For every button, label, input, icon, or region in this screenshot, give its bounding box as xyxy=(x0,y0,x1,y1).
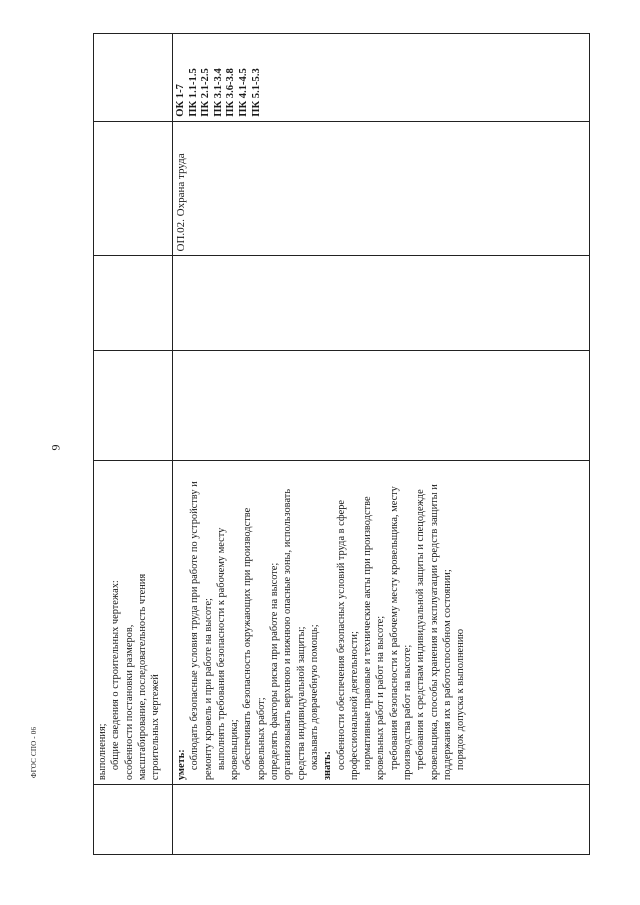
table-cell-hours-max xyxy=(173,350,589,460)
skill-item: организовывать верхнюю и нижнюю опасные зоны, использовать средства индивидуальной защиты; xyxy=(282,488,307,781)
document-footer: ФГОС СПО - 06 xyxy=(30,726,38,778)
knowledge-item: требования безопасности к рабочему месту кровельщика, месту производства работ на высоте; xyxy=(388,486,414,781)
table-cell-hours xyxy=(94,255,172,350)
table-cell-index xyxy=(173,784,589,854)
table-row xyxy=(94,34,173,854)
competency-code: ПК 1.1-1.5 xyxy=(187,68,199,117)
knowledge-item: порядок допуска к выполнению xyxy=(455,628,467,771)
competency-code: ПК 2.1-2.5 xyxy=(200,68,212,117)
skill-item: выполнять требования безопасности к рабочему месту кровельщика; xyxy=(215,527,241,781)
table-cell-hours xyxy=(173,255,589,350)
discipline-name: ОП.02. Охрана труда xyxy=(175,153,187,252)
table-cell-requirements xyxy=(173,460,589,784)
requirement-line: масштабирование, последовательность чтения xyxy=(136,573,148,781)
skill-item: соблюдать безопасные условия труда при работе по устройству и ремонту кровель и при работе на высоте; xyxy=(189,481,214,781)
table-row xyxy=(173,34,589,854)
knowledge-label: знать: xyxy=(322,751,334,781)
table-cell-discipline xyxy=(94,121,172,256)
skill-item: обеспечивать безопасность окружающих при производстве кровельных работ; xyxy=(242,507,267,781)
knowledge-item: требования к средствам индивидуальной защиты и спецодежде кровельщика, способы хранения и эксплуатации средств защиты и поддержания их в работоспособном состоянии; xyxy=(415,484,453,781)
table-cell-hours-max xyxy=(94,350,172,460)
competency-code: ПК 3.6-3.8 xyxy=(225,68,237,117)
table-cell-index xyxy=(94,784,172,854)
page-number: 9 xyxy=(48,444,63,451)
table-cell-requirements xyxy=(94,460,172,784)
requirement-line: выполнения; xyxy=(97,723,108,781)
table-cell-competencies xyxy=(94,34,172,121)
skills-label: уметь: xyxy=(176,749,187,781)
competency-code: ОК 1-7 xyxy=(175,84,186,117)
table-cell-discipline xyxy=(173,121,589,256)
requirement-line: особенности постановки размеров, xyxy=(123,624,135,781)
competency-code: ПК 5.1-5.3 xyxy=(250,68,262,117)
table-cell-competencies xyxy=(173,34,589,121)
skill-item: определять факторы риска при работе на высоте; xyxy=(269,562,281,781)
knowledge-item: особенности обеспечения безопасных условий труда в сфере профессиональной деятельности; xyxy=(335,499,360,781)
skill-item: оказывать доврачебную помощь; xyxy=(308,624,320,771)
knowledge-item: нормативные правовые и технические акты при производстве кровельных работ и работ на высоте; xyxy=(362,496,387,781)
competency-code: ПК 4.1-4.5 xyxy=(237,68,249,117)
requirement-line: общие сведения о строительных чертежах: xyxy=(110,580,122,771)
competency-table xyxy=(93,33,590,855)
requirement-line: строительных чертежей xyxy=(150,674,162,781)
competency-code: ПК 3.1-3.4 xyxy=(212,68,224,117)
